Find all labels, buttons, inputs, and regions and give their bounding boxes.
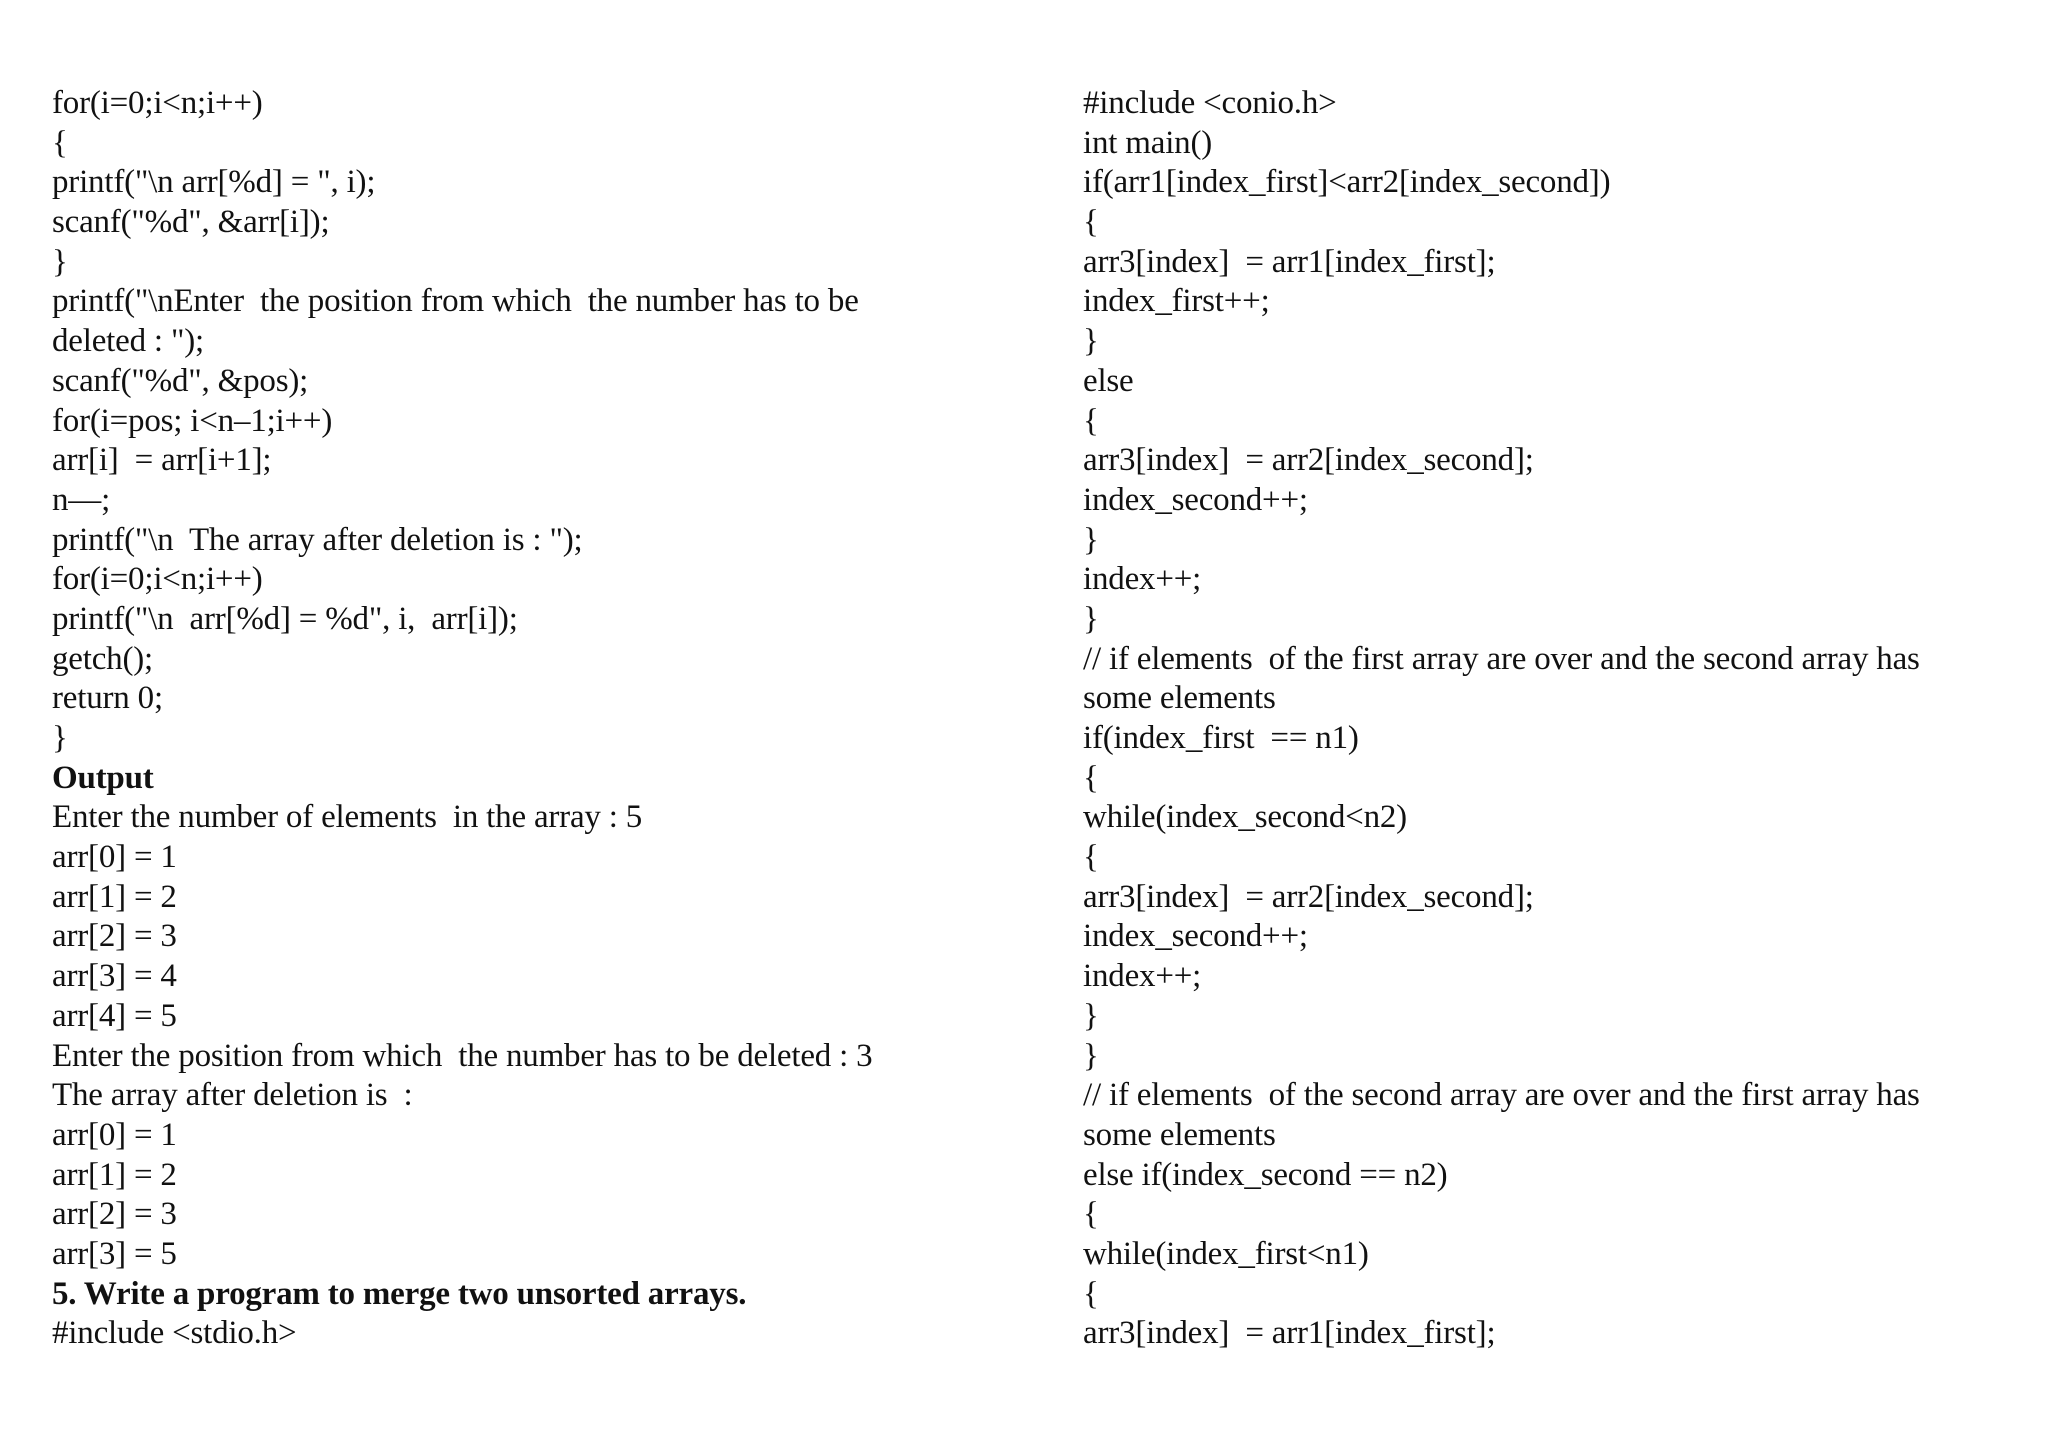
text-line: index_second++; [1083,918,1308,955]
text-line: else if(index_second == n2) [1083,1156,1448,1193]
text-line: some elements [1083,680,1276,717]
text-line: for(i=pos; i<n–1;i++) [52,402,333,439]
text-line: arr[2] = 3 [52,918,177,955]
text-line: { [1083,839,1099,876]
text-line: arr[0] = 1 [52,839,177,876]
text-line: { [1083,204,1099,241]
text-line: int main() [1083,124,1213,161]
text-line: } [1083,323,1099,360]
text-line: return 0; [52,680,163,717]
right-text-column [1083,84,2023,1354]
text-line: // if elements of the second array are over and the first array has [1083,1077,1920,1114]
text-line: printf("\n The array after deletion is : "); [52,521,583,558]
heading-line: 5. Write a program to merge two unsorted arrays. [52,1275,747,1312]
text-line: else [1083,362,1134,399]
text-line: n—; [52,481,111,518]
text-line: arr[4] = 5 [52,997,177,1034]
text-line: if(arr1[index_first]<arr2[index_second]) [1083,164,1611,201]
text-line: { [1083,402,1099,439]
text-line: } [1083,600,1099,637]
text-line: scanf("%d", &arr[i]); [52,204,330,241]
text-line: The array after deletion is : [52,1077,413,1114]
text-line: // if elements of the first array are over and the second array has [1083,640,1920,677]
text-line: arr[3] = 4 [52,958,177,995]
text-line: } [1083,521,1099,558]
text-line: deleted : "); [52,323,204,360]
heading-line: Output [52,759,154,796]
text-line: while(index_second<n2) [1083,799,1407,836]
text-line: #include <conio.h> [1083,85,1337,121]
text-line: Enter the position from which the number has to be deleted : 3 [52,1037,873,1074]
text-line: { [1083,1196,1099,1233]
text-line: printf("\n arr[%d] = %d", i, arr[i]); [52,600,518,637]
text-line: { [1083,1275,1099,1312]
text-line: arr[3] = 5 [52,1235,177,1272]
text-line: if(index_first == n1) [1083,720,1359,756]
text-line: for(i=0;i<n;i++) [52,85,263,121]
text-line: arr[0] = 1 [52,1116,177,1153]
text-line: index++; [1083,561,1202,598]
text-line: getch(); [52,640,154,677]
text-line: printf("\nEnter the position from which the number has to be [52,283,859,320]
text-line: index_first++; [1083,283,1270,320]
left-text-column [52,84,1012,1354]
text-line: arr3[index] = arr1[index_first]; [1083,243,1496,280]
text-line: { [52,124,68,161]
text-line: } [52,720,68,756]
text-line: some elements [1083,1116,1276,1153]
text-line: } [1083,1037,1099,1074]
text-line: Enter the number of elements in the array : 5 [52,799,643,836]
text-line: arr3[index] = arr2[index_second]; [1083,878,1534,915]
text-line: arr[1] = 2 [52,878,177,915]
text-line: while(index_first<n1) [1083,1235,1369,1272]
text-line: { [1083,759,1099,796]
text-line: arr3[index] = arr1[index_first]; [1083,1315,1496,1352]
text-line: arr[i] = arr[i+1]; [52,442,272,479]
text-line: arr[2] = 3 [52,1196,177,1233]
text-line: index_second++; [1083,481,1308,518]
text-line: } [52,243,68,280]
text-line: } [1083,997,1099,1034]
text-line: index++; [1083,958,1202,995]
text-line: printf("\n arr[%d] = ", i); [52,164,376,201]
text-line: arr3[index] = arr2[index_second]; [1083,442,1534,479]
text-line: for(i=0;i<n;i++) [52,561,263,598]
text-line: arr[1] = 2 [52,1156,177,1193]
text-line: scanf("%d", &pos); [52,362,309,399]
text-line: #include <stdio.h> [52,1315,297,1352]
